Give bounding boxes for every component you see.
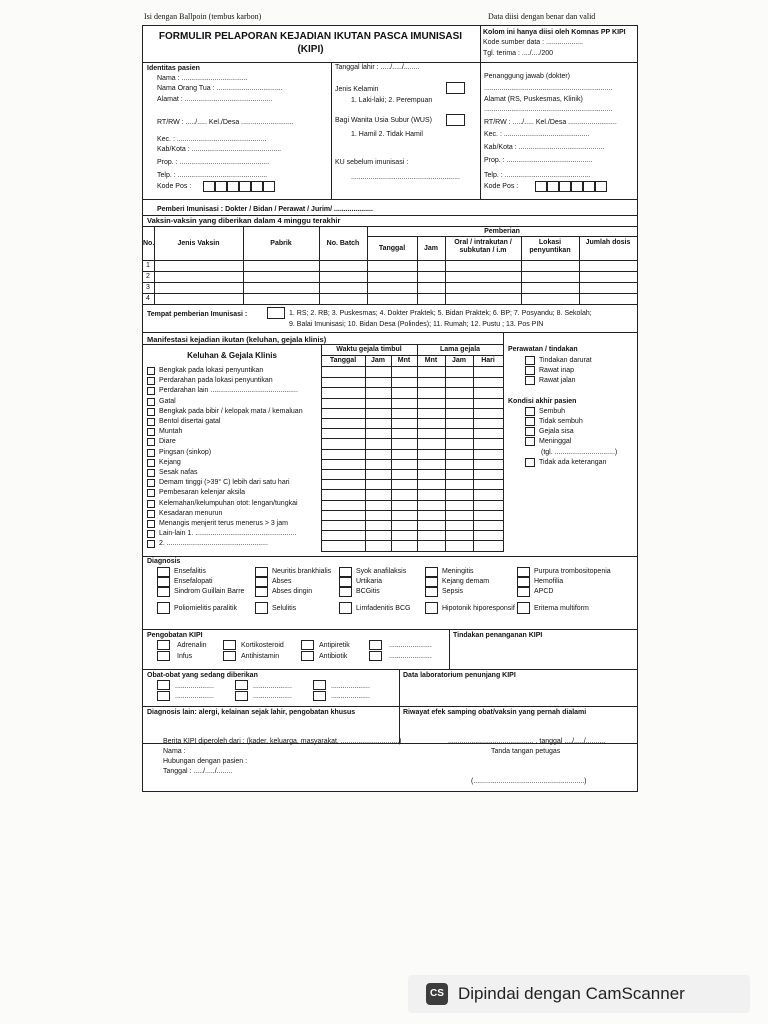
- vaksin-heading: Vaksin-vaksin yang diberikan dalam 4 minggu terakhir: [147, 216, 341, 225]
- pj-kode-pos-label: Kode Pos :: [484, 183, 519, 190]
- symptom-label: Bengkak pada lokasi penyuntikan: [159, 367, 264, 374]
- wus-options: 1. Hamil 2. Tidak Hamil: [351, 131, 423, 138]
- kondisi-checkbox[interactable]: [525, 427, 535, 436]
- diagnosis-checkbox[interactable]: [425, 567, 438, 577]
- diagnosis-lain-heading: Diagnosis lain: alergi, kelainan sejak lahir, pengobatan khusus: [147, 709, 356, 716]
- symptom-checkbox[interactable]: [147, 469, 155, 477]
- pj-kode-pos-digit[interactable]: [547, 181, 559, 192]
- symptom-checkbox[interactable]: [147, 377, 155, 385]
- diagnosis-label: Hemofilia: [534, 578, 564, 585]
- symptom-row-line: [321, 377, 503, 378]
- symptom-label: Lain-lain 1. ....................................................: [159, 530, 297, 538]
- pj-alamat-field[interactable]: ..................................................................: [484, 106, 613, 113]
- perawatan-item: Tindakan darurat: [539, 357, 592, 364]
- obat-checkbox[interactable]: [235, 680, 248, 690]
- lab-heading: Data laboratorium penunjang KIPI: [403, 672, 516, 679]
- diagnosis-label: Ensefalopati: [174, 578, 213, 585]
- diagnosis-label: Purpura trombositopenia: [534, 568, 611, 575]
- col-lokasi: Lokasi penyuntikan: [529, 239, 571, 254]
- penanggung-jawab-heading: Penanggung jawab (dokter): [484, 73, 571, 80]
- symptom-checkbox[interactable]: [147, 449, 155, 457]
- obat-checkbox[interactable]: [313, 691, 326, 701]
- perawatan-item: Rawat inap: [539, 367, 575, 374]
- obat-checkbox[interactable]: [313, 680, 326, 690]
- jenis-kelamin-box[interactable]: [446, 82, 465, 94]
- diagnosis-checkbox[interactable]: [255, 577, 268, 587]
- symptom-label: Bengkak pada bibir / kelopak mata / kemaluan: [159, 407, 303, 415]
- form-title: FORMULIR PELAPORAN KEJADIAN IKUTAN PASCA IMUNISASI: [158, 31, 463, 42]
- diagnosis-checkbox[interactable]: [517, 577, 530, 587]
- symptom-row-line: [321, 469, 503, 470]
- pengobatan-item: Kortikosteroid: [241, 642, 284, 649]
- perawatan-heading: Perawatan / tindakan: [508, 346, 578, 353]
- diagnosis-label: Syok anafilaksis: [356, 568, 407, 575]
- kondisi-heading: Kondisi akhir pasien: [508, 398, 577, 405]
- col-no-batch: No. Batch: [326, 240, 360, 247]
- symptom-row-line: [321, 459, 503, 460]
- symptom-label: 2. ....................................................: [159, 540, 268, 548]
- diagnosis-label: Eritema multiform: [534, 605, 589, 612]
- symptom-row-line: [321, 418, 503, 419]
- pengobatan-item: Antibiotik: [319, 653, 348, 660]
- lama-col-mnt: Mnt: [424, 357, 438, 364]
- camscanner-logo-icon: CS: [426, 983, 448, 1005]
- symptom-checkbox[interactable]: [147, 530, 155, 538]
- kondisi-checkbox[interactable]: [525, 437, 535, 446]
- symptom-row-line: [321, 551, 503, 552]
- symptom-row-line: [321, 510, 503, 511]
- symptom-row-line: [321, 479, 503, 480]
- symptom-checkbox[interactable]: [147, 500, 155, 508]
- col-jumlah-dosis: Jumlah dosis: [585, 239, 631, 246]
- col-jam: Jam: [423, 245, 438, 252]
- tgl-terima[interactable]: Tgl. terima : ..../..../200: [483, 50, 554, 57]
- pemberi-imunisasi[interactable]: Pemberi Imunisasi : Dokter / Bidan / Perawat / Jurim/ ....................: [157, 206, 373, 213]
- pemberian-header: Pemberian: [484, 228, 520, 235]
- symptom-checkbox[interactable]: [147, 479, 155, 487]
- col-jenis-vaksin: Jenis Vaksin: [177, 240, 220, 247]
- kipi-form: [142, 25, 638, 792]
- tempat-options-1: 1. RS; 2. RB; 3. Puskesmas; 4. Dokter Praktek; 5. Bidan Praktek; 6. BP; 7. Posyandu; 8. Sekolah;: [289, 310, 592, 317]
- obat-checkbox[interactable]: [235, 691, 248, 701]
- kab-field[interactable]: Kab/Kota : ..............................................: [157, 146, 282, 153]
- diagnosis-label: Selulitis: [272, 605, 297, 612]
- nama-ortu-field[interactable]: Nama Orang Tua : ..................................: [157, 85, 283, 92]
- pj-kode-pos-digit[interactable]: [571, 181, 583, 192]
- wus-box[interactable]: [446, 114, 465, 126]
- kode-pos-label: Kode Pos :: [157, 183, 192, 190]
- symptom-label: Bentol disertai gatal: [159, 418, 221, 425]
- perawatan-checkbox[interactable]: [525, 356, 535, 365]
- pj-kode-pos-digit[interactable]: [535, 181, 547, 192]
- symptom-label: Pingsan (sinkop): [159, 448, 212, 456]
- diagnosis-label: Ensefalitis: [174, 568, 206, 575]
- pengobatan-checkbox[interactable]: [157, 640, 170, 650]
- symptom-row-line: [321, 489, 503, 490]
- kode-pos-digit[interactable]: [203, 181, 215, 192]
- diagnosis-label: Sindrom Guillain Barre: [174, 588, 245, 595]
- col-tanggal: Tanggal: [378, 245, 406, 252]
- pengobatan-checkbox[interactable]: [369, 651, 382, 661]
- kondisi-item: Tidak sembuh: [539, 418, 583, 425]
- diagnosis-label: Meningitis: [442, 568, 474, 575]
- camscanner-badge: [408, 975, 750, 1013]
- row-number: 3: [146, 284, 150, 291]
- diagnosis-label: Hipotonik hiporesponsif: [442, 605, 515, 612]
- kondisi-item: Tidak ada keterangan: [539, 459, 607, 466]
- waktu-header: Waktu gejala timbul: [336, 346, 402, 353]
- kode-pos-digit[interactable]: [263, 181, 275, 192]
- sign-date[interactable]: ............................................ , tanggal ..../...../..........: [448, 738, 606, 745]
- symptom-checkbox[interactable]: [147, 510, 155, 518]
- obat-field[interactable]: ....................: [253, 683, 292, 690]
- symptom-row-line: [321, 438, 503, 439]
- kode-pos-digit[interactable]: [239, 181, 251, 192]
- symptom-label: Kelemahan/kelumpuhan otot: lengan/tungkai: [159, 499, 298, 507]
- pengobatan-heading: Pengobatan KIPI: [147, 632, 203, 639]
- komnas-note: Kolom ini hanya diisi oleh Komnas PP KIPI: [483, 29, 626, 36]
- row-number: 2: [146, 273, 150, 280]
- diagnosis-label: Kejang demam: [442, 578, 490, 585]
- pj-kec-field[interactable]: Kec. : ............................................: [484, 131, 590, 138]
- pj-kab-field[interactable]: Kab/Kota : ............................................: [484, 144, 605, 151]
- tgl-lahir-field[interactable]: Tanggal lahir : ...../...../........: [335, 64, 420, 71]
- row-number: 4: [146, 295, 150, 302]
- pj-telp-field[interactable]: Telp. : ............................................: [484, 172, 591, 179]
- diagnosis-checkbox[interactable]: [425, 577, 438, 587]
- form-title-sub: (KIPI): [297, 44, 324, 55]
- obat-field[interactable]: ....................: [253, 693, 292, 700]
- diagnosis-checkbox[interactable]: [157, 577, 170, 587]
- kondisi-item: Gejala sisa: [539, 428, 574, 435]
- berita-source[interactable]: Berita KIPI diperoleh dari : (kader, keluarga, masyarakat, ..............................): [163, 738, 402, 745]
- manifestasi-heading: Manifestasi kejadian ikutan (keluhan, gejala klinis): [147, 335, 327, 344]
- diagnosis-label: Sepsis: [442, 588, 464, 595]
- diagnosis-checkbox[interactable]: [157, 567, 170, 577]
- tgl-meninggal[interactable]: (tgl. ...............................): [541, 449, 618, 456]
- diagnosis-checkbox[interactable]: [425, 587, 438, 597]
- pengobatan-checkbox[interactable]: [157, 651, 170, 661]
- symptom-row-line: [321, 387, 503, 388]
- camscanner-text: Dipindai dengan CamScanner: [458, 984, 685, 1003]
- wus-label: Bagi Wanita Usia Subur (WUS): [335, 117, 432, 124]
- pj-kode-pos-digit[interactable]: [595, 181, 607, 192]
- pen-note: Isi dengan Ballpoin (tembus karbon): [144, 12, 262, 21]
- sign-label: Tanda tangan petugas: [491, 748, 561, 755]
- pj-kode-pos-digit[interactable]: [559, 181, 571, 192]
- symptom-checkbox[interactable]: [147, 387, 155, 395]
- symptom-label: Demam tinggi (>39° C) lebih dari satu hari: [159, 479, 290, 487]
- alamat-field[interactable]: Alamat : .............................................: [157, 96, 273, 103]
- kode-pos-digit[interactable]: [251, 181, 263, 192]
- symptom-row-line: [321, 398, 503, 399]
- col-pabrik: Pabrik: [270, 240, 292, 247]
- kode-sumber[interactable]: Kode sumber data : ...................: [483, 39, 583, 46]
- rt-rw-field[interactable]: RT/RW : ...../..... Kel./Desa ...........................: [157, 119, 294, 126]
- col-cara-pemberian: Oral / intrakutan / subkutan / i.m: [454, 239, 512, 254]
- symptom-checkbox[interactable]: [147, 489, 155, 497]
- pj-kode-pos-digit[interactable]: [583, 181, 595, 192]
- diagnosis-checkbox[interactable]: [339, 602, 352, 614]
- waktu-col-mnt: Mnt: [397, 357, 411, 364]
- kondisi-item: Sembuh: [539, 408, 566, 415]
- symptom-checkbox[interactable]: [147, 428, 155, 436]
- symptom-checkbox[interactable]: [147, 408, 155, 416]
- diagnosis-checkbox[interactable]: [517, 587, 530, 597]
- diagnosis-label: BCGitis: [356, 588, 380, 595]
- tempat-label: Tempat pemberian Imunisasi :: [147, 311, 248, 318]
- kondisi-checkbox[interactable]: [525, 417, 535, 426]
- telp-field[interactable]: Telp. : ..............................................: [157, 172, 268, 179]
- obat-checkbox[interactable]: [157, 691, 170, 701]
- symptom-label: Kejang: [159, 458, 181, 466]
- waktu-col-tanggal: Tanggal: [329, 357, 357, 364]
- lama-col-jam: Jam: [451, 357, 466, 364]
- valid-note: Data diisi dengan benar dan valid: [488, 12, 596, 21]
- pj-rt-rw-field[interactable]: RT/RW : ...../..... Kel./Desa .........................: [484, 119, 617, 126]
- kondisi-checkbox[interactable]: [525, 458, 535, 467]
- jenis-kelamin-options: 1. Laki-laki; 2. Perempuan: [351, 97, 433, 104]
- obat-heading: Obat-obat yang sedang diberikan: [147, 672, 258, 679]
- tindakan-heading: Tindakan penanganan KIPI: [453, 632, 543, 639]
- berita-nama[interactable]: Nama :: [163, 748, 186, 755]
- pengobatan-item: Infus: [177, 653, 193, 660]
- keluhan-header: Keluhan & Gejala Klinis: [187, 351, 277, 360]
- riwayat-heading: Riwayat efek samping obat/vaksin yang pernah dialami: [403, 709, 587, 716]
- lama-header: Lama gejala: [439, 346, 481, 353]
- diagnosis-checkbox[interactable]: [339, 567, 352, 577]
- pengobatan-other-field[interactable]: ......................: [389, 642, 432, 649]
- symptom-checkbox[interactable]: [147, 520, 155, 528]
- symptom-row-line: [321, 530, 503, 531]
- obat-field[interactable]: ....................: [175, 693, 214, 700]
- kondisi-checkbox[interactable]: [525, 407, 535, 416]
- diagnosis-checkbox[interactable]: [339, 577, 352, 587]
- pengobatan-item: Antihistamin: [241, 653, 280, 660]
- symptom-label: Muntah: [159, 428, 183, 436]
- symptom-checkbox[interactable]: [147, 398, 155, 406]
- tempat-box[interactable]: [267, 307, 285, 319]
- diagnosis-checkbox[interactable]: [157, 587, 170, 597]
- symptom-label: Perdarahan pada lokasi penyuntikan: [159, 377, 273, 385]
- diagnosis-label: Urtikaria: [356, 578, 383, 585]
- obat-field[interactable]: ....................: [175, 683, 214, 690]
- jenis-kelamin-label: Jenis Kelamin: [335, 86, 379, 93]
- symptom-row-line: [321, 428, 503, 429]
- kode-pos-digit[interactable]: [227, 181, 239, 192]
- pengobatan-checkbox[interactable]: [223, 640, 236, 650]
- symptom-checkbox[interactable]: [147, 367, 155, 375]
- diagnosis-checkbox[interactable]: [517, 602, 530, 614]
- symptom-row-line: [321, 408, 503, 409]
- diagnosis-checkbox[interactable]: [425, 602, 438, 614]
- pengobatan-item: Adrenalin: [177, 642, 207, 649]
- pengobatan-checkbox[interactable]: [223, 651, 236, 661]
- diagnosis-checkbox[interactable]: [255, 587, 268, 597]
- prop-field[interactable]: Prop. : ..............................................: [157, 159, 270, 166]
- signature-line[interactable]: (.........................................................): [471, 778, 587, 785]
- tempat-options-2: 9. Balai Imunisasi; 10. Bidan Desa (Polindes); 11. Rumah; 12. Pustu ; 13. Pos PIN: [289, 321, 544, 328]
- row-number: 1: [146, 262, 150, 269]
- diagnosis-label: APCD: [534, 588, 554, 595]
- ku-field[interactable]: ........................................................: [351, 174, 460, 181]
- pengobatan-checkbox[interactable]: [301, 651, 314, 661]
- symptom-row-line: [321, 500, 503, 501]
- symptom-checkbox[interactable]: [147, 418, 155, 426]
- perawatan-item: Rawat jalan: [539, 377, 576, 384]
- diagnosis-checkbox[interactable]: [517, 567, 530, 577]
- diagnosis-label: Limfadenitis BCG: [356, 605, 411, 612]
- symptom-checkbox[interactable]: [147, 438, 155, 446]
- diagnosis-checkbox[interactable]: [255, 602, 268, 614]
- pj-prop-field[interactable]: Prop. : ............................................: [484, 157, 593, 164]
- pengobatan-item: Antipiretik: [319, 642, 350, 649]
- obat-field[interactable]: ....................: [331, 683, 370, 690]
- pengobatan-checkbox[interactable]: [301, 640, 314, 650]
- kec-field[interactable]: Kec. : ..............................................: [157, 136, 267, 143]
- symptom-label: Sesak nafas: [159, 469, 198, 476]
- berita-tanggal[interactable]: Tanggal : ...../...../........: [163, 768, 233, 775]
- symptom-label: Pembesaran kelenjar aksila: [159, 489, 245, 497]
- obat-field[interactable]: ....................: [331, 693, 370, 700]
- diagnosis-label: Neuritis brankhialis: [272, 568, 332, 575]
- diagnosis-checkbox[interactable]: [157, 602, 170, 614]
- symptom-checkbox[interactable]: [147, 540, 155, 548]
- symptom-label: Kesadaran menurun: [159, 509, 223, 517]
- kode-pos-digit[interactable]: [215, 181, 227, 192]
- waktu-col-jam: Jam: [370, 357, 385, 364]
- penanggung-jawab-field[interactable]: ..................................................................: [484, 85, 613, 92]
- kondisi-item: Meninggal: [539, 438, 572, 445]
- diagnosis-label: Abses: [272, 578, 292, 585]
- symptom-label: Gatal: [159, 397, 176, 405]
- symptom-checkbox[interactable]: [147, 459, 155, 467]
- col-no: No.: [143, 240, 155, 247]
- diagnosis-heading: Diagnosis: [147, 558, 181, 565]
- perawatan-checkbox[interactable]: [525, 366, 535, 375]
- symptom-label: Diare: [159, 438, 176, 446]
- perawatan-checkbox[interactable]: [525, 376, 535, 385]
- diagnosis-checkbox[interactable]: [255, 567, 268, 577]
- nama-field[interactable]: Nama : ..................................: [157, 75, 248, 82]
- diagnosis-label: Abses dingin: [272, 588, 313, 595]
- symptom-row-line: [321, 520, 503, 521]
- symptom-row-line: [321, 449, 503, 450]
- lama-col-hari: Hari: [481, 357, 495, 364]
- identitas-heading: Identitas pasien: [147, 65, 200, 72]
- symptom-row-line: [321, 540, 503, 541]
- pj-alamat-label: Alamat (RS, Puskesmas, Klinik): [484, 96, 583, 103]
- berita-hubungan[interactable]: Hubungan dengan pasien :: [163, 758, 248, 765]
- symptom-label: Menangis menjerit terus menerus > 3 jam: [159, 520, 288, 527]
- pengobatan-other-field[interactable]: ......................: [389, 653, 432, 660]
- diagnosis-label: Poliomielitis paralitik: [174, 605, 238, 612]
- ku-label: KU sebelum imunisasi :: [335, 159, 409, 166]
- pengobatan-checkbox[interactable]: [369, 640, 382, 650]
- diagnosis-checkbox[interactable]: [339, 587, 352, 597]
- obat-checkbox[interactable]: [157, 680, 170, 690]
- symptom-label: Perdarahan lain .............................................: [159, 387, 298, 395]
